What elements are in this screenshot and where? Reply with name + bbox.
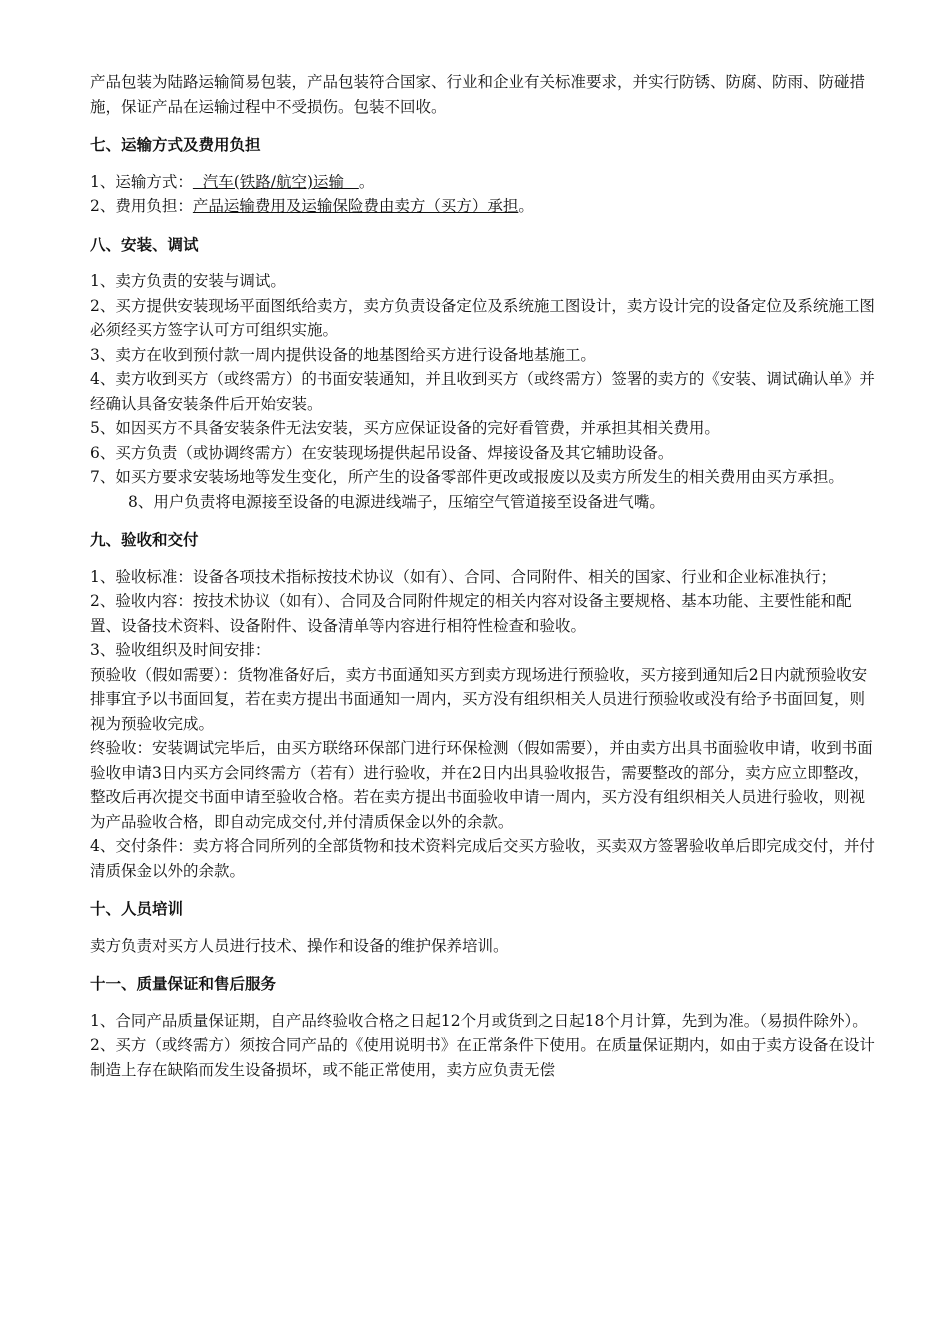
install-item-4: 4、卖方收到买方（或终需方）的书面安装通知，并且收到买方（或终需方）签署的卖方的《安装、调试确认单》并经确认具备安装条件后开始安装。 [90, 370, 875, 413]
install-item-6: 6、买方负责（或协调终需方）在安装现场提供起吊设备、焊接设备及其它辅助设备。 [90, 443, 674, 462]
document-page [90, 70, 875, 1082]
cost-bearing-label: 2、费用负担： [90, 197, 193, 215]
install-item-3: 3、卖方在收到预付款一周内提供设备的地基图给买方进行设备地基施工。 [90, 345, 596, 364]
section-8-heading: 八、安装、调试 [90, 235, 199, 254]
transport-method-line [90, 170, 875, 195]
cost-bearing-value: 产品运输费用及运输保险费由卖方（买方）承担 [192, 197, 519, 215]
section-9-heading: 九、验收和交付 [90, 531, 199, 549]
packaging-paragraph: 产品包装为陆路运输简易包装，产品包装符合国家、行业和企业有关标准要求，并实行防锈、防腐、防雨、防碰措施，保证产品在运输过程中不受损伤。包装不回收。 [90, 73, 866, 116]
transport-method-value: 汽车(铁路/航空)运输 [192, 172, 359, 191]
install-item-7: 7、如买方要求安装场地等发生变化，所产生的设备零部件更改或报废以及卖方所发生的相关费用由买方承担。 [90, 468, 844, 486]
pre-acceptance: 预验收（假如需要）：货物准备好后，卖方书面通知买方到卖方现场进行预验收，买方接到通知后2日内就预验收安排事宜予以书面回复，若在卖方提出书面通知一周内，买方没有组织相关人员进行预验收或没有给予书面回复，则视为预验收完成。 [90, 665, 868, 733]
install-item-2: 2、买方提供安装现场平面图纸给卖方，卖方负责设备定位及系统施工图设计，卖方设计完的设备定位及系统施工图必须经买方签字认可方可组织实施。 [90, 296, 875, 339]
training-paragraph: 卖方负责对买方人员进行技术、操作和设备的维护保养培训。 [90, 936, 509, 955]
final-acceptance: 终验收：安装调试完毕后，由买方联络环保部门进行环保检测（假如需要），并由卖方出具书面验收申请，收到书面验收申请3日内买方会同终需方（若有）进行验收，并在2日内出具验收报告，需要整改的部分，卖方应立即整改，整改后再次提交书面申请至验收合格。若在卖方提出书面验收申请一周内，买方没有组织相关人员进行验收，则视为产品验收合格，即自动完成交付,并付清质保金以外的余款。 [90, 739, 873, 831]
acceptance-standard: 1、验收标准：设备各项技术指标按技术协议（如有）、合同、合同附件、相关的国家、行业和企业标准执行； [90, 567, 837, 586]
install-item-5: 5、如因买方不具备安装条件无法安装，买方应保证设备的完好看管费，并承担其相关费用。 [90, 419, 720, 437]
transport-method-label: 1、运输方式： [90, 172, 193, 191]
section-10-heading: 十、人员培训 [90, 900, 184, 918]
section-11-heading: 十一、质量保证和售后服务 [90, 975, 277, 993]
acceptance-schedule: 3、验收组织及时间安排： [90, 641, 271, 659]
install-item-8: 8、用户负责将电源接至设备的电源进线端子，压缩空气管道接至设备进气嘴。 [128, 492, 665, 511]
warranty-item-2: 2、买方（或终需方）须按合同产品的《使用说明书》在正常条件下使用。在质量保证期内，如由于卖方设备在设计制造上存在缺陷而发生设备损坏，或不能正常使用，卖方应负责无偿 [90, 1036, 875, 1079]
install-item-1: 1、卖方负责的安装与调试。 [90, 272, 286, 290]
warranty-item-1: 1、合同产品质量保证期，自产品终验收合格之日起12个月或货到之日起18个月计算，先到为准。（易损件除外）。 [90, 1011, 868, 1030]
cost-bearing-line [90, 194, 875, 219]
acceptance-content: 2、验收内容：按技术协议（如有）、合同及合同附件规定的相关内容对设备主要规格、基本功能、主要性能和配置、设备技术资料、设备附件、设备清单等内容进行相符性检查和验收。 [90, 592, 852, 635]
transport-method-suffix: 。 [358, 172, 375, 191]
section-7-heading: 七、运输方式及费用负担 [90, 136, 261, 154]
cost-bearing-suffix: 。 [518, 197, 534, 215]
delivery-conditions: 4、交付条件：卖方将合同所列的全部货物和技术资料完成后交买方验收，买卖双方签署验收单后即完成交付，并付清质保金以外的余款。 [90, 837, 875, 880]
